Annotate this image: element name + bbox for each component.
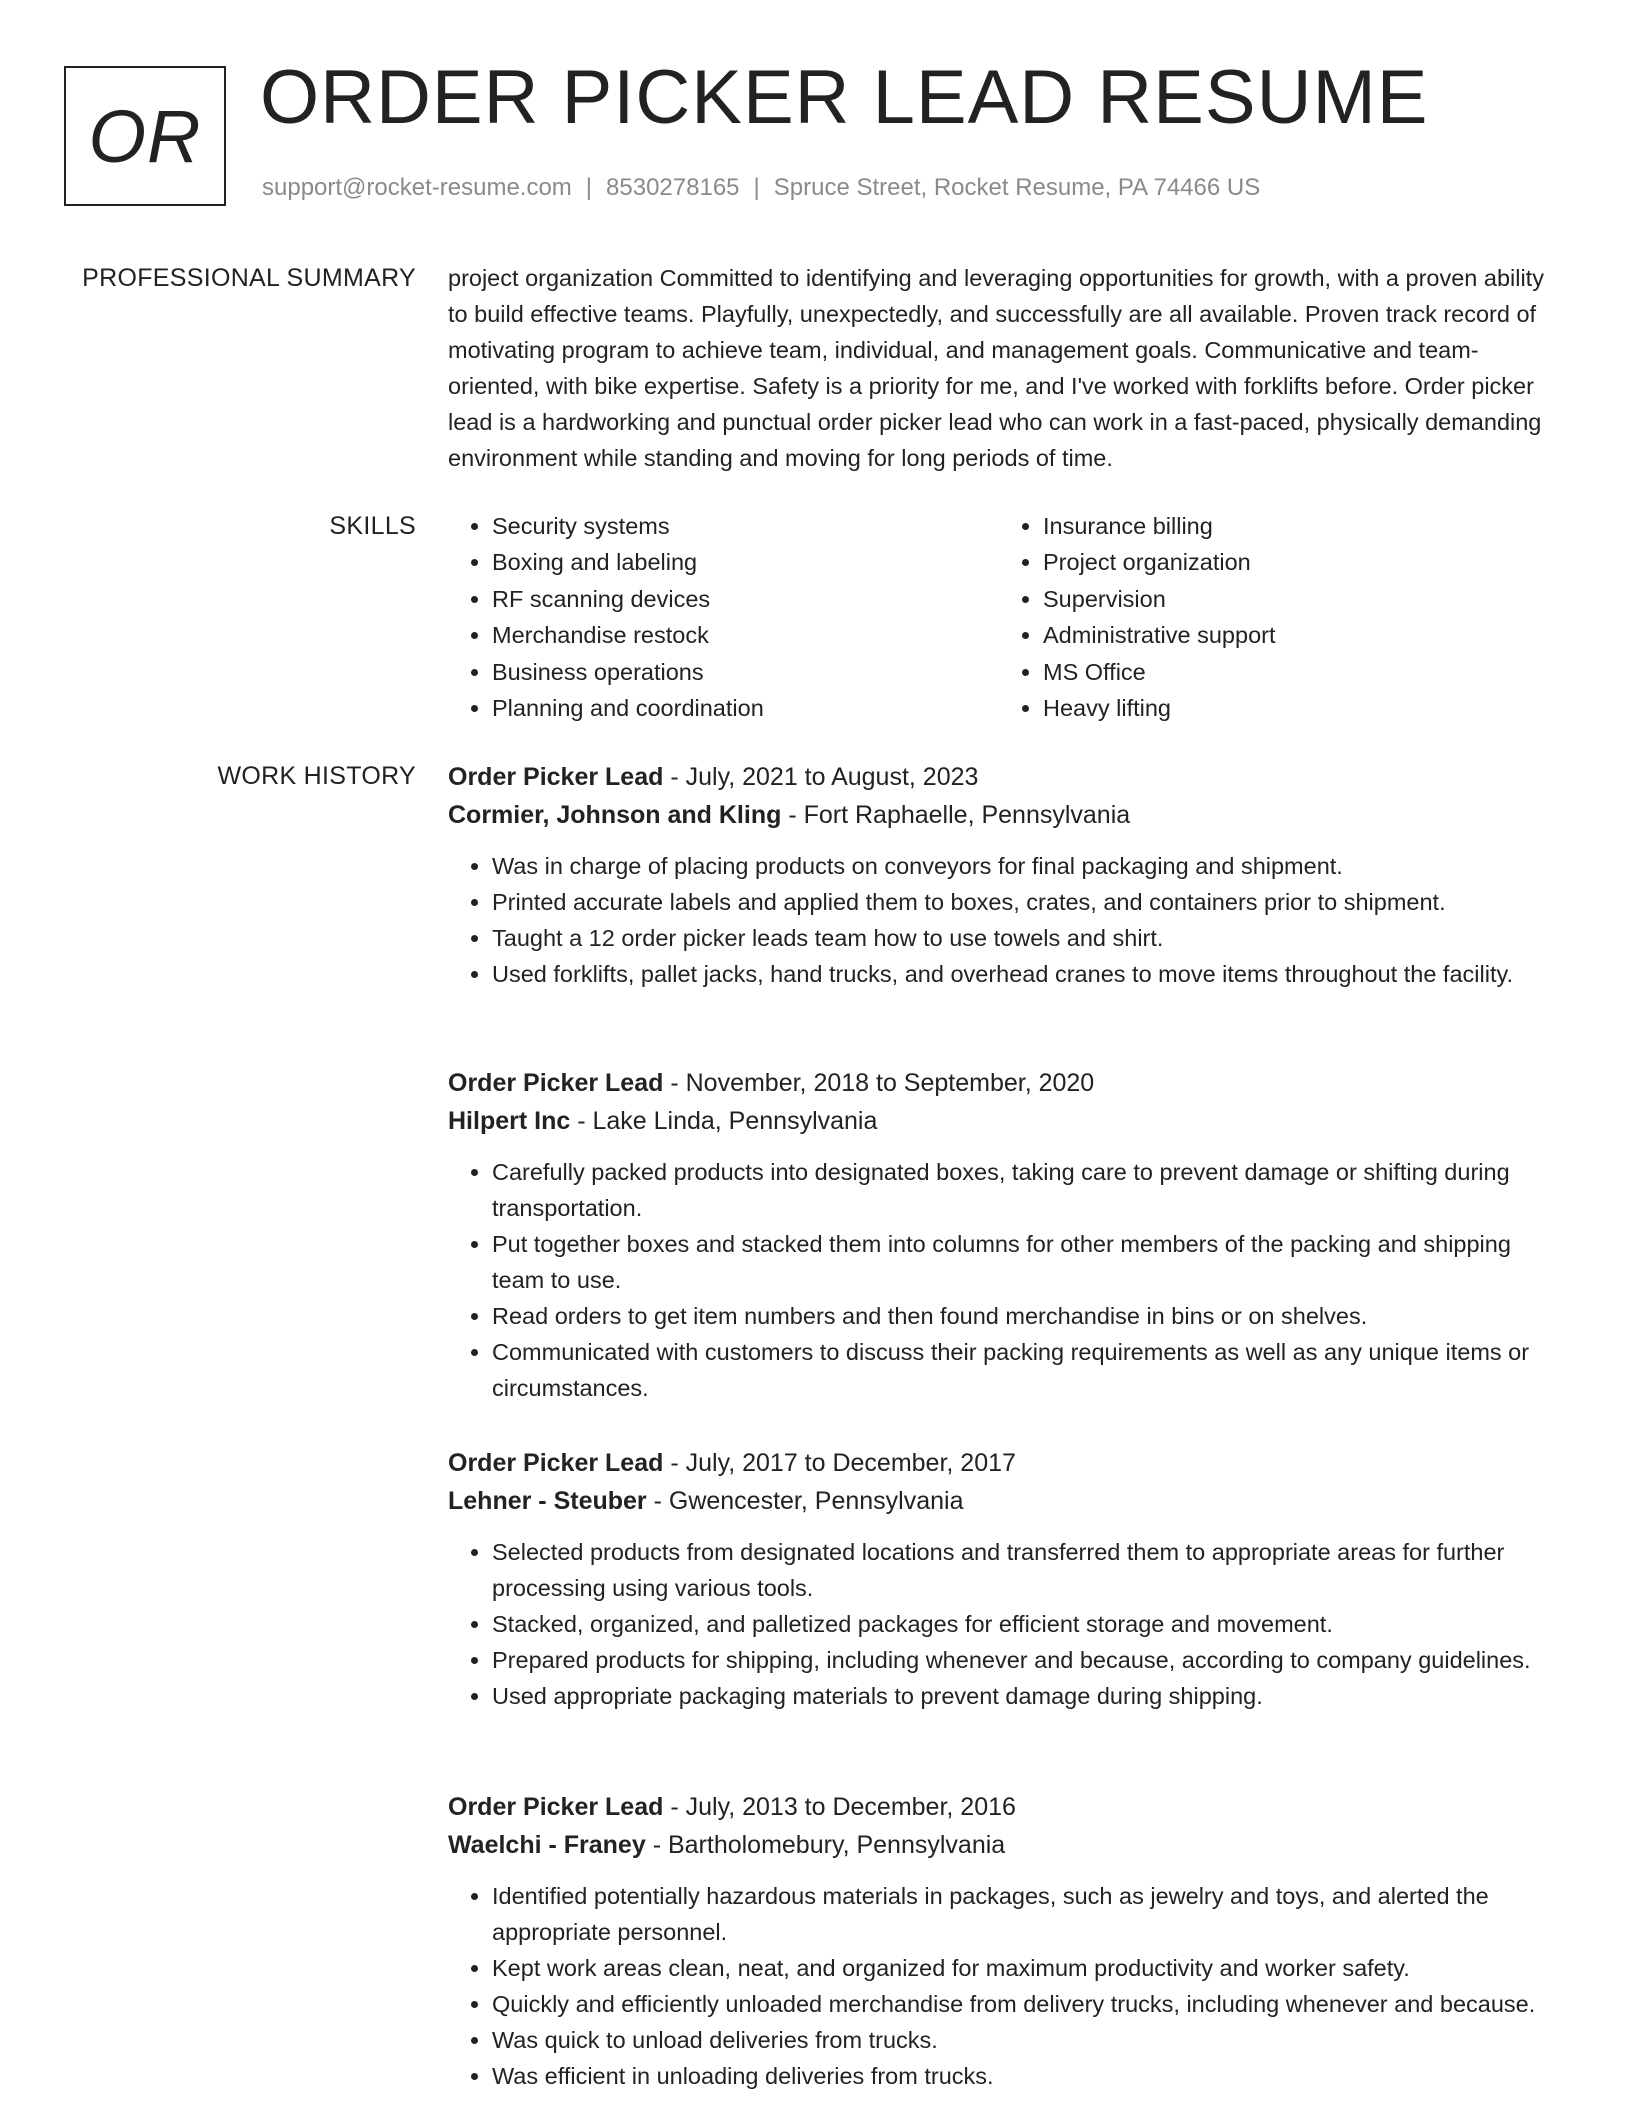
job-company-line: [448, 796, 1568, 834]
skill-item: • Heavy lifting: [1043, 690, 1276, 726]
skill-item: • Project organization: [1043, 544, 1276, 580]
job-bullet: • Used forklifts, pallet jacks, hand trucks, and overhead cranes to move items throughout the facility.: [492, 956, 1568, 992]
job-bullet: • Was efficient in unloading deliveries from trucks.: [492, 2058, 1568, 2094]
job-bullet: • Used appropriate packaging materials to prevent damage during shipping.: [492, 1678, 1568, 1714]
job-title: Order Picker Lead: [448, 763, 664, 791]
contact-address: Spruce Street, Rocket Resume, PA 74466 US: [773, 174, 1261, 201]
skill-item: • Security systems: [492, 508, 764, 544]
job-location: - Bartholomebury, Pennsylvania: [645, 1831, 1006, 1859]
job-bullets: [448, 1534, 1568, 1714]
job-entry: [448, 1788, 1568, 2094]
job-bullet: • Identified potentially hazardous materials in packages, such as jewelry and toys, and alerted the appropriate personnel.: [492, 1878, 1568, 1950]
job-title-line: [448, 1788, 1568, 1826]
job-bullet: • Stacked, organized, and palletized packages for efficient storage and movement.: [492, 1606, 1568, 1642]
contact-email: support@rocket-resume.com: [262, 174, 572, 201]
job-company: Hilpert Inc: [448, 1107, 571, 1135]
job-entry: [448, 1444, 1568, 1714]
summary-text: project organization Committed to identifying and leveraging opportunities for growth, with a proven ability to build effective teams. Playfully, unexpectedly, and successfully are all available. Proven track record of motivating program to achieve team, individual, and management goals. Communicative and team-oriented, with bike expertise. Safety is a priority for me, and I've worked with forklifts before. Order picker lead is a hardworking and punctual order picker lead who can work in a fast-paced, physically demanding environment while standing and moving for long periods of time.: [448, 265, 1544, 471]
contact-phone: 8530278165: [606, 174, 740, 201]
job-title: Order Picker Lead: [448, 1793, 664, 1821]
job-entry: [448, 758, 1568, 992]
job-dates: - July, 2017 to December, 2017: [663, 1449, 1016, 1477]
skill-item: • Boxing and labeling: [492, 544, 764, 580]
skill-item: • MS Office: [1043, 654, 1276, 690]
job-location: - Fort Raphaelle, Pennsylvania: [781, 801, 1131, 829]
job-bullet: • Was in charge of placing products on conveyors for final packaging and shipment.: [492, 848, 1568, 884]
job-company-line: [448, 1826, 1568, 1864]
skills-section: [0, 508, 1632, 728]
skill-item: • RF scanning devices: [492, 581, 764, 617]
skills-list-left: [448, 508, 764, 726]
job-bullet: • Read orders to get item numbers and then found merchandise in bins or on shelves.: [492, 1298, 1568, 1334]
job-dates: - November, 2018 to September, 2020: [663, 1069, 1095, 1097]
job-bullets: [448, 848, 1568, 992]
job-bullet: • Quickly and efficiently unloaded merchandise from delivery trucks, including whenever and because.: [492, 1986, 1568, 2022]
skills-heading: SKILLS: [329, 512, 416, 540]
job-bullets: [448, 1878, 1568, 2094]
job-bullet: • Taught a 12 order picker leads team how to use towels and shirt.: [492, 920, 1568, 956]
job-dates: - July, 2013 to December, 2016: [663, 1793, 1016, 1821]
monogram-logo: OR: [64, 66, 226, 206]
job-company-line: [448, 1482, 1568, 1520]
job-company: Waelchi - Franey: [448, 1831, 646, 1859]
job-entry: [448, 1064, 1568, 1406]
job-company-line: [448, 1102, 1568, 1140]
skill-item: • Business operations: [492, 654, 764, 690]
job-title: Order Picker Lead: [448, 1449, 664, 1477]
job-title-line: [448, 1064, 1568, 1102]
job-title-line: [448, 1444, 1568, 1482]
skill-item: • Insurance billing: [1043, 508, 1276, 544]
job-bullet: • Kept work areas clean, neat, and organized for maximum productivity and worker safety.: [492, 1950, 1568, 1986]
resume-title: ORDER PICKER LEAD RESUME: [260, 55, 1429, 140]
job-bullet: • Prepared products for shipping, including whenever and because, according to company guidelines.: [492, 1642, 1568, 1678]
job-company: Lehner - Steuber: [448, 1487, 647, 1515]
summary-heading: PROFESSIONAL SUMMARY: [82, 264, 416, 292]
contact-separator: |: [753, 174, 760, 201]
job-bullet: • Was quick to unload deliveries from trucks.: [492, 2022, 1568, 2058]
job-location: - Gwencester, Pennsylvania: [646, 1487, 964, 1515]
job-bullet: • Carefully packed products into designated boxes, taking care to prevent damage or shifting during transportation.: [492, 1154, 1568, 1226]
job-dates: - July, 2021 to August, 2023: [663, 763, 979, 791]
work-history-heading: WORK HISTORY: [217, 762, 416, 790]
summary-section: [0, 260, 1632, 480]
contact-separator: |: [585, 174, 593, 201]
skill-item: • Supervision: [1043, 581, 1276, 617]
job-bullet: • Selected products from designated locations and transferred them to appropriate areas for further processing using various tools.: [492, 1534, 1568, 1606]
summary-body: [448, 260, 1568, 476]
skill-item: • Planning and coordination: [492, 690, 764, 726]
job-bullets: [448, 1154, 1568, 1406]
job-bullet: • Communicated with customers to discuss their packing requirements as well as any unique items or circumstances.: [492, 1334, 1568, 1406]
job-bullet: • Printed accurate labels and applied them to boxes, crates, and containers prior to shipment.: [492, 884, 1568, 920]
job-company: Cormier, Johnson and Kling: [448, 801, 782, 829]
job-bullet: • Put together boxes and stacked them into columns for other members of the packing and shipping team to use.: [492, 1226, 1568, 1298]
skill-item: • Merchandise restock: [492, 617, 764, 653]
contact-info: [262, 174, 1260, 202]
skills-list-right: [999, 508, 1276, 726]
skill-item: • Administrative support: [1043, 617, 1276, 653]
job-location: - Lake Linda, Pennsylvania: [570, 1107, 878, 1135]
skills-body: [448, 508, 1568, 728]
job-title: Order Picker Lead: [448, 1069, 664, 1097]
job-title-line: [448, 758, 1568, 796]
